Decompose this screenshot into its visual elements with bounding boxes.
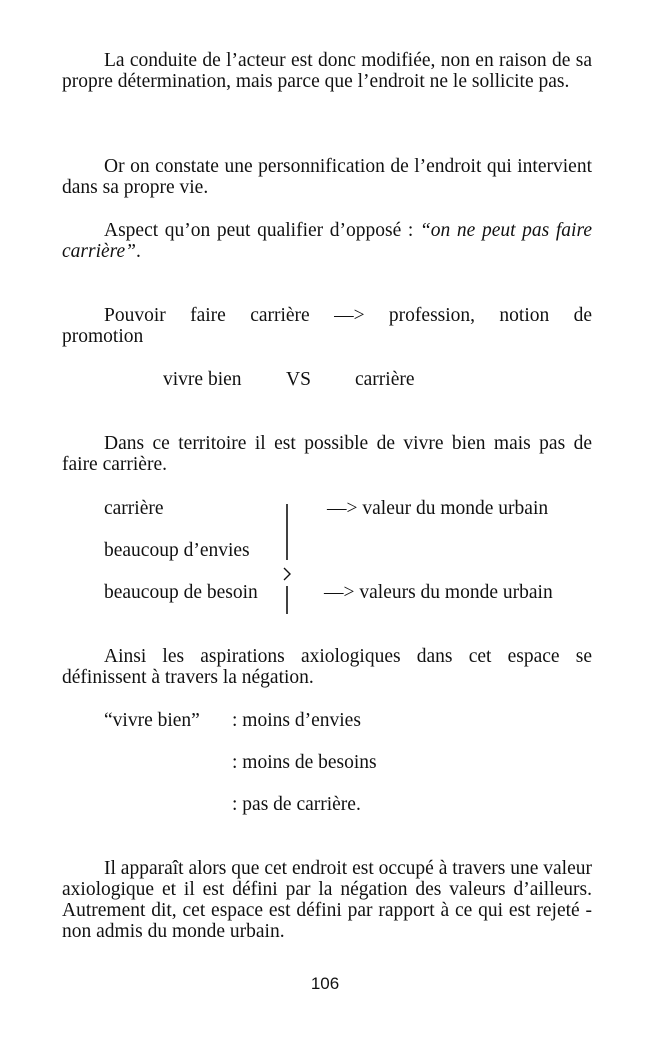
scheme-item-besoin: beaucoup de besoin (104, 582, 258, 603)
paragraph-aspirations: Ainsi les aspirations axiologiques dans cet espace se définissent à travers la négation. (62, 646, 592, 688)
aspect-quote: “on ne peut pas faire carrière” (62, 220, 592, 262)
scheme-item-envies: beaucoup d’envies (104, 540, 250, 561)
paragraph-personnification: Or on constate une personnification de l’endroit qui intervient dans sa propre vie. (62, 156, 592, 198)
aspect-period: . (136, 241, 141, 262)
page-number: 106 (310, 974, 340, 993)
definition-line-envies: : moins d’envies (232, 710, 361, 731)
paragraph-aspect (62, 220, 592, 262)
paragraph-conclusion: Il apparaît alors que cet endroit est occupé à travers une valeur axiologique et il est défini par la négation des valeurs d’ailleurs. Autrement dit, cet espace est défini par rapport à ce qui est rejeté - non admis du monde urbain. (62, 858, 592, 942)
definition-line-besoins: : moins de besoins (232, 752, 377, 773)
aspect-text: Aspect qu’on peut qualifier d’opposé : (104, 220, 420, 241)
definition-line-carriere: : pas de carrière. (232, 794, 361, 815)
paragraph-territoire: Dans ce territoire il est possible de vivre bien mais pas de faire carrière. (62, 433, 592, 475)
paragraph-conduite: La conduite de l’acteur est donc modifiée, non en raison de sa propre détermination, mais parce que l’endroit ne le sollicite pas. (62, 50, 592, 92)
paragraph-pouvoir: Pouvoir faire carrière —> profession, notion de promotion (62, 305, 592, 347)
versus-left: vivre bien (163, 369, 242, 390)
scheme-item-carriere: carrière (104, 498, 164, 519)
versus-label: VS (286, 369, 311, 390)
scheme-arrow-top: —> valeur du monde urbain (327, 498, 549, 519)
versus-right: carrière (355, 369, 415, 390)
brace-icon (270, 500, 310, 620)
scheme-arrow-bottom: —> valeurs du monde urbain (324, 582, 553, 603)
definition-term: “vivre bien” (104, 710, 200, 731)
